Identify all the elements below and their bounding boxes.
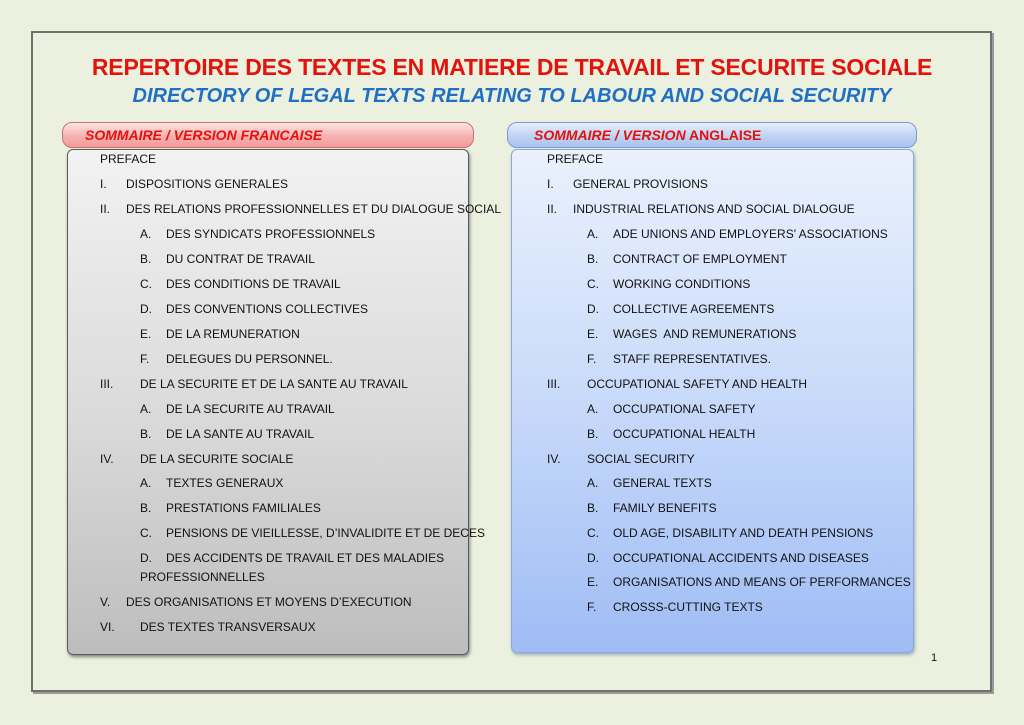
en-section-4b-num: B. — [587, 501, 599, 515]
page-title-french: REPERTOIRE DES TEXTES EN MATIERE DE TRAVAIL ET SECURITE SOCIALE — [91, 54, 933, 80]
en-section-4a-text: GENERAL TEXTS — [613, 476, 712, 490]
fr-preface: PREFACE — [100, 152, 157, 166]
en-section-2e-num: E. — [587, 327, 599, 341]
fr-section-3-text: DE LA SECURITE ET DE LA SANTE AU TRAVAIL — [140, 377, 408, 391]
en-section-4e-num: E. — [587, 575, 599, 589]
en-section-2a-num: A. — [587, 227, 599, 241]
fr-section-2f-num: F. — [140, 352, 150, 366]
en-section-4a-num: A. — [587, 476, 599, 490]
fr-section-3a-text: DE LA SECURITE AU TRAVAIL — [166, 402, 335, 416]
english-header-plain: ANGLAISE — [685, 127, 762, 143]
fr-section-1-num: I. — [100, 177, 107, 191]
fr-section-2e-num: E. — [140, 327, 152, 341]
fr-section-4d-text: DES ACCIDENTS DE TRAVAIL ET DES MALADIES — [166, 551, 445, 565]
en-section-3a-num: A. — [587, 402, 599, 416]
fr-section-3b-text: DE LA SANTE AU TRAVAIL — [166, 427, 315, 441]
en-section-3-text: OCCUPATIONAL SAFETY AND HEALTH — [587, 377, 808, 391]
en-section-2f-num: F. — [587, 352, 597, 366]
fr-section-4b-text: PRESTATIONS FAMILIALES — [166, 501, 321, 515]
fr-section-2b-text: DU CONTRAT DE TRAVAIL — [166, 252, 315, 266]
fr-section-2c-num: C. — [140, 277, 152, 291]
en-section-4f-num: F. — [587, 600, 597, 614]
fr-section-4d-continued: PROFESSIONNELLES — [140, 570, 265, 584]
en-section-4-num: IV. — [547, 452, 561, 466]
fr-section-6-num: VI. — [100, 620, 115, 634]
fr-section-4c-text: PENSIONS DE VIEILLESSE, D’INVALIDITE ET DE DECES — [166, 526, 485, 540]
en-section-4b-text: FAMILY BENEFITS — [613, 501, 717, 515]
en-section-2c-text: WORKING CONDITIONS — [613, 277, 751, 291]
fr-section-4a-num: A. — [140, 476, 152, 490]
en-section-2-num: II. — [547, 202, 558, 216]
fr-section-2e-text: DE LA REMUNERATION — [166, 327, 300, 341]
fr-section-2d-num: D. — [140, 302, 152, 316]
fr-section-2d-text: DES CONVENTIONS COLLECTIVES — [166, 302, 369, 316]
en-section-2e-text: WAGES AND REMUNERATIONS — [613, 327, 797, 341]
fr-section-4b-num: B. — [140, 501, 152, 515]
fr-section-4-num: IV. — [100, 452, 114, 466]
fr-section-1-text: DISPOSITIONS GENERALES — [126, 177, 289, 191]
en-section-1-num: I. — [547, 177, 554, 191]
en-section-2b-num: B. — [587, 252, 599, 266]
en-section-4c-text: OLD AGE, DISABILITY AND DEATH PENSIONS — [613, 526, 874, 540]
page-title-english: DIRECTORY OF LEGAL TEXTS RELATING TO LABOUR AND SOCIAL SECURITY — [132, 85, 892, 107]
fr-section-2f-text: DELEGUES DU PERSONNEL. — [166, 352, 333, 366]
en-section-4-text: SOCIAL SECURITY — [587, 452, 695, 466]
fr-section-4d-num: D. — [140, 551, 152, 565]
fr-section-5-text: DES ORGANISATIONS ET MOYENS D’EXECUTION — [126, 595, 412, 609]
fr-section-3-num: III. — [100, 377, 114, 391]
fr-section-2b-num: B. — [140, 252, 152, 266]
en-section-2b-text: CONTRACT OF EMPLOYMENT — [613, 252, 787, 266]
fr-section-2a-num: A. — [140, 227, 152, 241]
fr-section-4-text: DE LA SECURITE SOCIALE — [140, 452, 294, 466]
en-section-3b-num: B. — [587, 427, 599, 441]
en-section-3a-text: OCCUPATIONAL SAFETY — [613, 402, 756, 416]
en-section-3b-text: OCCUPATIONAL HEALTH — [613, 427, 756, 441]
en-section-4e-text: ORGANISATIONS AND MEANS OF PERFORMANCES — [613, 575, 911, 589]
page-number: 1 — [931, 652, 938, 664]
french-summary-header: SOMMAIRE / VERSION FRANCAISE — [62, 122, 474, 148]
fr-section-2-text: DES RELATIONS PROFESSIONNELLES ET DU DIALOGUE SOCIAL — [126, 202, 501, 216]
english-summary-header — [507, 122, 917, 148]
fr-section-5-num: V. — [100, 595, 111, 609]
en-section-4f-text: CROSSS-CUTTING TEXTS — [613, 600, 763, 614]
en-section-2a-text: ADE UNIONS AND EMPLOYERS' ASSOCIATIONS — [613, 227, 888, 241]
en-section-2d-num: D. — [587, 302, 599, 316]
fr-section-3a-num: A. — [140, 402, 152, 416]
en-section-2d-text: COLLECTIVE AGREEMENTS — [613, 302, 775, 316]
en-section-2c-num: C. — [587, 277, 599, 291]
en-section-3-num: III. — [547, 377, 561, 391]
en-section-2f-text: STAFF REPRESENTATIVES. — [613, 352, 772, 366]
fr-section-2c-text: DES CONDITIONS DE TRAVAIL — [166, 277, 341, 291]
fr-section-2a-text: DES SYNDICATS PROFESSIONNELS — [166, 227, 376, 241]
en-section-2-text: INDUSTRIAL RELATIONS AND SOCIAL DIALOGUE — [573, 202, 855, 216]
en-preface: PREFACE — [547, 152, 604, 166]
en-section-4d-num: D. — [587, 551, 599, 565]
fr-section-4c-num: C. — [140, 526, 152, 540]
fr-section-4a-text: TEXTES GENERAUX — [166, 476, 284, 490]
en-section-4c-num: C. — [587, 526, 599, 540]
fr-section-3b-num: B. — [140, 427, 152, 441]
fr-section-2-num: II. — [100, 202, 111, 216]
en-section-1-text: GENERAL PROVISIONS — [573, 177, 708, 191]
en-section-4d-text: OCCUPATIONAL ACCIDENTS AND DISEASES — [613, 551, 869, 565]
fr-section-6-text: DES TEXTES TRANSVERSAUX — [140, 620, 316, 634]
english-header-italic: SOMMAIRE / VERSION — [534, 127, 686, 143]
